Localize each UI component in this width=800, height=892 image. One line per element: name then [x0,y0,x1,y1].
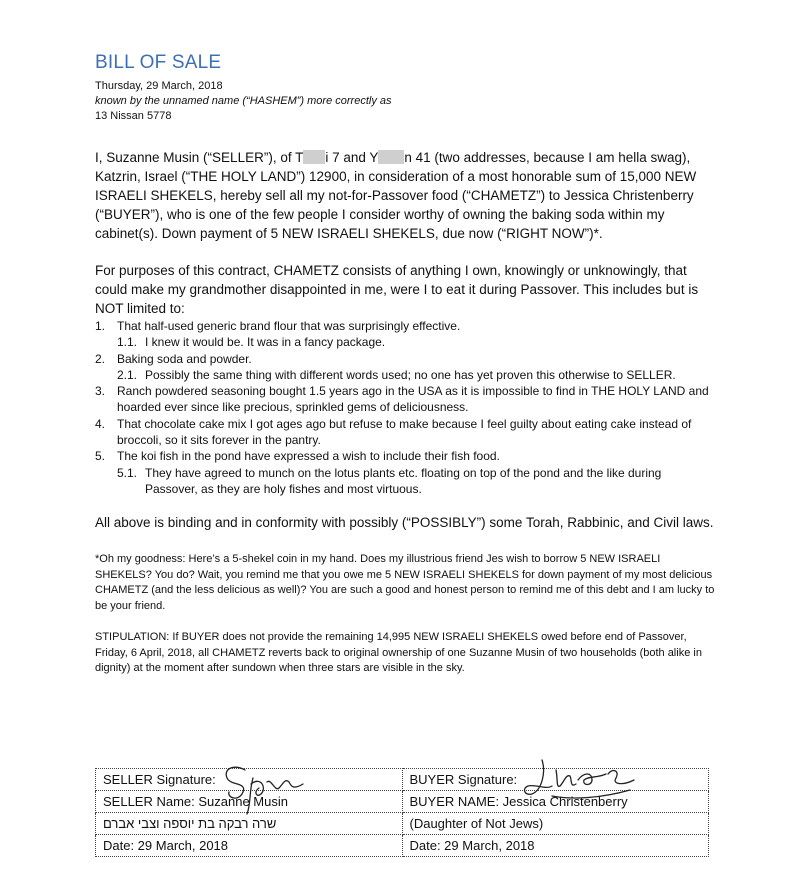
item-number: 1. [95,319,106,333]
subitem-number: 1.1. [117,335,138,350]
document-title: BILL OF SALE [95,52,222,73]
intro-text-b: i 7 and Y [325,150,379,165]
subitem-text: I knew it would be. It was in a fancy package. [145,335,386,350]
table-row [96,791,709,813]
seller-hebrew-name-cell: שרה רבקה בת יוספה וצבי אברם [96,813,403,835]
list-item [95,318,715,351]
item-number: 5. [95,449,106,464]
item-text: That chocolate cake mix I got ages ago but refuse to make because I feel guilty about eating cake instead of broccoli, so it sits forever in the pantry. [117,416,692,448]
date-line: Thursday, 29 March, 2018 [95,80,223,92]
buyer-note-cell: (Daughter of Not Jews) [402,813,709,835]
intro-paragraph [95,148,715,243]
purposes-paragraph: For purposes of this contract, CHAMETZ consists of anything I own, knowingly or unknowingly, that could make my grandmother disappointed in me, were I to eat it during Passover. This includes but is NOT limited to: [95,263,699,316]
item-text: Ranch powdered seasoning bought 1.5 years ago in the USA as it is impossible to find in THE HOLY LAND and hoarded ever since like precious, sprinkled gems of deliciousness. [117,384,709,415]
buyer-signature-cell: BUYER Signature: [402,769,709,791]
redaction-box [378,150,404,164]
signature-table [95,768,709,857]
table-row [96,835,709,857]
list-item [95,448,715,497]
list-item [95,416,715,449]
item-text: Baking soda and powder. [117,351,252,366]
item-text: That half-used generic brand flour that was surprisingly effective. [117,319,461,333]
chametz-list [95,318,715,497]
bill-of-sale-document [95,52,715,677]
buyer-date-cell: Date: 29 March, 2018 [402,835,709,857]
table-row [96,769,709,791]
subitem-text: Possibly the same thing with different words used; no one has yet proven this otherwise to SELLER. [145,367,676,382]
subitem-number: 5.1. [117,465,138,480]
seller-name-cell: SELLER Name: Suzanne Musin [96,791,403,813]
subitem-text: They have agreed to munch on the lotus plants etc. floating on top of the pond and the like during Passover, as they are holy fishes and most virtuous. [145,465,662,496]
hebrew-date: 13 Nissan 5778 [95,110,172,122]
seller-signature-cell: SELLER Signature: [96,769,403,791]
item-number: 4. [95,416,106,431]
item-text: The koi fish in the pond have expressed a wish to include their fish food. [117,449,500,464]
footnote-paragraph: *Oh my goodness: Here’s a 5-shekel coin in my hand. Does my illustrious friend Jes wish to borrow 5 NEW ISRAELI SHEKELS? You do? Wait, you remind me that you owe me 5 NEW ISRAELI SHEKELS for down payment of my most delicious CHAMETZ (and the less delicious as well)? You are such a good and honest person to remind me of this debt and I am lucky to be your friend. [95,553,715,612]
table-row [96,813,709,835]
buyer-name-cell: BUYER NAME: Jessica Christenberry [402,791,709,813]
seller-date-cell: Date: 29 March, 2018 [96,835,403,857]
redaction-box [303,150,325,164]
item-number: 2. [95,351,106,366]
item-number: 3. [95,384,106,399]
stipulation-paragraph: STIPULATION: If BUYER does not provide the remaining 14,995 NEW ISRAELI SHEKELS owed before end of Passover, Friday, 6 April, 2018, all CHAMETZ reverts back to original ownership of one Suzanne Musin of two households (both alike in dignity) at the moment after sundown when three stars are visible in the sky. [95,631,702,675]
binding-paragraph: All above is binding and in conformity with possibly (“POSSIBLY”) some Torah, Rabbinic, and Civil laws. [95,515,714,531]
intro-text-a: I, Suzanne Musin (“SELLER”), of T [95,150,304,165]
known-line: known by the unnamed name (“HASHEM”) more correctly as [95,95,392,107]
subitem-number: 2.1. [117,367,138,382]
list-item [95,383,715,416]
intro-text-c: n 41 (two addresses, because I am hella swag), Katzrin, Israel (“THE HOLY LAND”) 12900, in consideration of a most honorable sum of 15,000 NEW ISRAELI SHEKELS, hereby sell all my not-for-Passover food (“CHAMETZ”) to Jessica Christenberry (“BUYER”), who is one of the few people I consider worthy of owning the baking soda within my cabinet(s). Down payment of 5 NEW ISRAELI SHEKELS, due now (“RIGHT NOW”)*. [95,150,697,241]
list-item [95,351,715,384]
